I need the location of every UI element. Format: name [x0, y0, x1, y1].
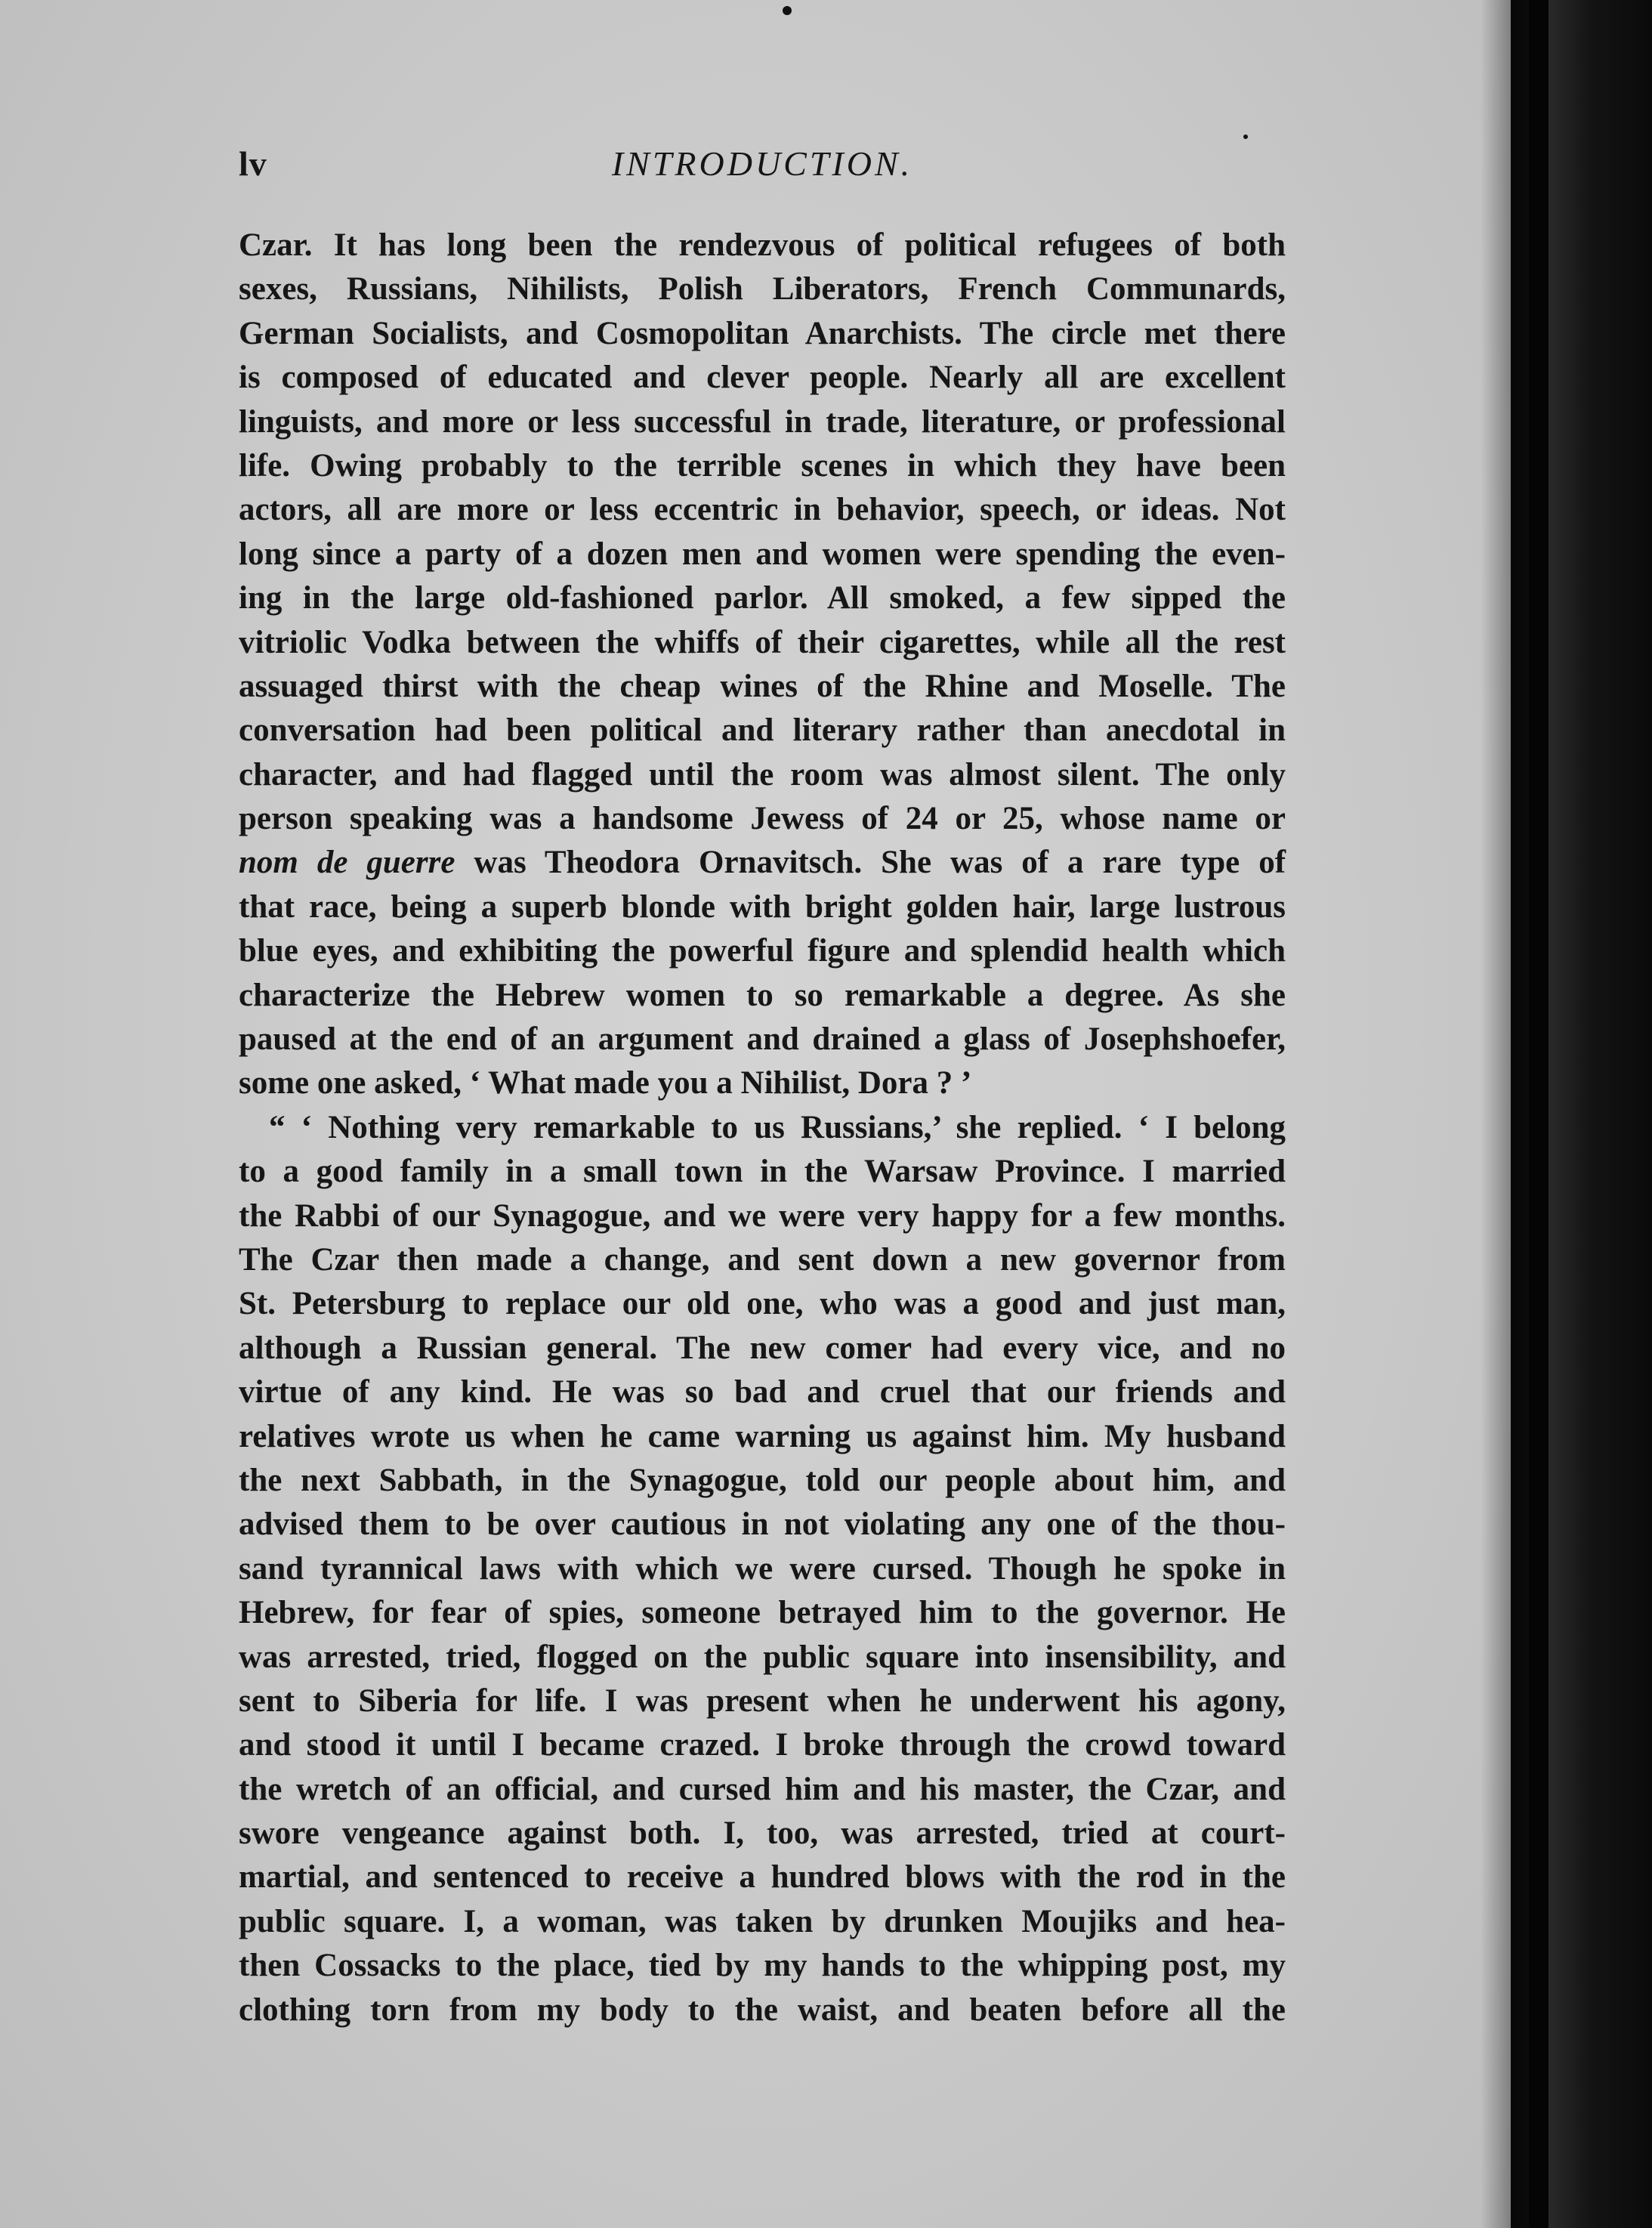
print-speck [783, 6, 792, 15]
text-line: ing in the large old-fashioned parlor. All smoked, a few sipped the [239, 580, 1286, 616]
page-number: lv [239, 144, 267, 183]
text-line: character, and had flagged until the room was almost silent. The only [239, 756, 1286, 793]
text-line: martial, and sentenced to receive a hundred blows with the rod in the [239, 1859, 1286, 1896]
text-line: to a good family in a small town in the Warsaw Province. I married [239, 1154, 1286, 1190]
text-line: vitriolic Vodka between the whiffs of their cigarettes, while all the rest [239, 624, 1286, 660]
text-line: advised them to be over cautious in not violating any one of the thou- [239, 1506, 1286, 1543]
text-line: characterize the Hebrew women to so remarkable a degree. As she [239, 977, 1286, 1013]
print-speck [1243, 134, 1248, 139]
running-head: INTRODUCTION. [611, 144, 913, 183]
scan-border [1549, 0, 1652, 2228]
text-line: the Rabbi of our Synagogue, and we were very happy for a few months. [239, 1197, 1286, 1234]
text-line: although a Russian general. The new comer had every vice, and no [239, 1330, 1286, 1366]
text-line: conversation had been political and literary rather than anecdotal in [239, 712, 1286, 749]
text-line: the wretch of an official, and cursed him and his master, the Czar, and [239, 1771, 1286, 1807]
text-line: assuaged thirst with the cheap wines of the Rhine and Moselle. The [239, 668, 1286, 704]
text-line: that race, being a superb blonde with bright golden hair, large lustrous [239, 888, 1286, 925]
page-edge-shadow [1481, 0, 1533, 2228]
text-line: actors, all are more or less eccentric in behavior, speech, or ideas. Not [239, 492, 1286, 528]
text-line: public square. I, a woman, was taken by drunken Moujiks and hea- [239, 1903, 1286, 1939]
text-line: virtue of any kind. He was so bad and cruel that our friends and [239, 1374, 1286, 1411]
text-line: is composed of educated and clever people. Nearly all are excellent [239, 360, 1286, 396]
text-line: some one asked, ‘ What made you a Nihilist, Dora ? ’ [239, 1065, 972, 1102]
text-line: linguists, and more or less successful in trade, literature, or professional [239, 403, 1286, 440]
text-line: person speaking was a handsome Jewess of 24 or 25, whose name or [239, 801, 1286, 837]
text-line: sand tyrannical laws with which we were cursed. Though he spoke in [239, 1550, 1286, 1587]
text-line: Hebrew, for fear of spies, someone betrayed him to the governor. He [239, 1595, 1286, 1631]
text-line: St. Petersburg to replace our old one, who was a good and just man, [239, 1286, 1286, 1322]
text-line: long since a party of a dozen men and women were spending the even- [239, 536, 1286, 572]
text-line: swore vengeance against both. I, too, was arrested, tried at court- [239, 1815, 1286, 1852]
italic-phrase: nom de guerre [239, 845, 455, 881]
text-line-rest: was Theodora Ornavitsch. She was of a rare type of [474, 845, 1286, 881]
text-line: life. Owing probably to the terrible scenes in which they have been [239, 447, 1286, 484]
text-line: “ ‘ Nothing very remarkable to us Russians,’ she replied. ‘ I belong [269, 1109, 1286, 1145]
text-line: German Socialists, and Cosmopolitan Anarchists. The circle met there [239, 315, 1286, 351]
text-line: Czar. It has long been the rendezvous of political refugees of both [239, 227, 1286, 263]
text-line: and stood it until I became crazed. I broke through the crowd toward [239, 1727, 1286, 1763]
text-line: clothing torn from my body to the waist, and beaten before all the [239, 1992, 1286, 2028]
text-line: sexes, Russians, Nihilists, Polish Liberators, French Communards, [239, 271, 1286, 307]
text-line: The Czar then made a change, and sent down a new governor from [239, 1241, 1286, 1278]
text-line: paused at the end of an argument and drained a glass of Josephshoefer, [239, 1021, 1286, 1058]
text-line: was arrested, tried, flogged on the public square into insensibility, and [239, 1639, 1286, 1675]
page-header [239, 144, 1286, 196]
text-line: then Cossacks to the place, tied by my hands to the whipping post, my [239, 1948, 1286, 1984]
binding-edge [1529, 0, 1549, 2228]
text-line-with-italic [239, 841, 1286, 885]
body-text [239, 224, 1286, 2032]
text-line: the next Sabbath, in the Synagogue, told our people about him, and [239, 1462, 1286, 1498]
text-line: relatives wrote us when he came warning us against him. My husband [239, 1418, 1286, 1454]
text-line: blue eyes, and exhibiting the powerful figure and splendid health which [239, 933, 1286, 969]
text-line: sent to Siberia for life. I was present when he underwent his agony, [239, 1683, 1286, 1719]
